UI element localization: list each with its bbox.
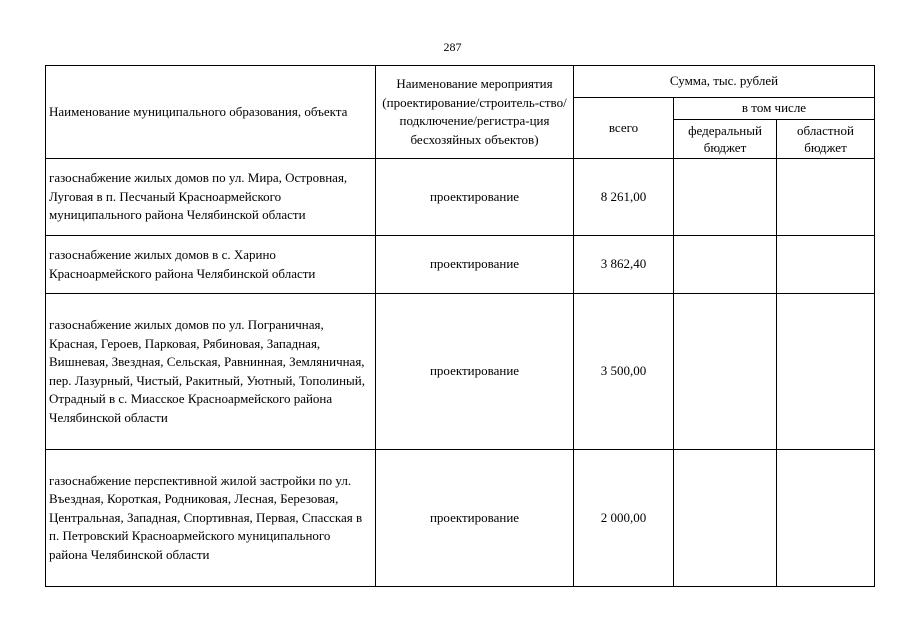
activity-cell: проектирование <box>376 159 574 236</box>
total-cell: 2 000,00 <box>574 450 674 587</box>
header-including: в том числе <box>674 98 875 120</box>
header-object: Наименование муниципального образования, объекта <box>46 66 376 159</box>
object-cell: газоснабжение жилых домов по ул. Мира, Островная, Луговая в п. Песчаный Красноармейского муниципального района Челябинской области <box>46 159 376 236</box>
federal-cell <box>674 294 777 450</box>
header-activity: Наименование мероприятия (проектирование/строитель-ство/подключение/регистра-ция бесхозяйных объектов) <box>376 66 574 159</box>
object-cell: газоснабжение жилых домов по ул. Пограничная, Красная, Героев, Парковая, Рябиновая, Западная, Вишневая, Звездная, Сельская, Равнинная, Земляничная, пер. Лазурный, Чистый, Ракитный, Уютный, Тополиный, Отрадный в с. Миасское Красноармейского района Челябинской области <box>46 294 376 450</box>
total-cell: 3 500,00 <box>574 294 674 450</box>
total-cell: 8 261,00 <box>574 159 674 236</box>
header-total: всего <box>574 98 674 159</box>
header-federal: федеральный бюджет <box>674 120 777 159</box>
table-row <box>46 236 875 294</box>
regional-cell <box>777 294 875 450</box>
object-cell: газоснабжение жилых домов в с. Харино Красноармейского района Челябинской области <box>46 236 376 294</box>
table-row <box>46 294 875 450</box>
federal-cell <box>674 159 777 236</box>
total-cell: 3 862,40 <box>574 236 674 294</box>
header-sum: Сумма, тыс. рублей <box>574 66 875 98</box>
regional-cell <box>777 159 875 236</box>
page-number: 287 <box>443 40 462 54</box>
regional-cell <box>777 236 875 294</box>
federal-cell <box>674 236 777 294</box>
header-regional: областной бюджет <box>777 120 875 159</box>
table-row <box>46 450 875 587</box>
header-row-1 <box>46 66 875 98</box>
federal-cell <box>674 450 777 587</box>
regional-cell <box>777 450 875 587</box>
activity-cell: проектирование <box>376 236 574 294</box>
table-row <box>46 159 875 236</box>
activity-cell: проектирование <box>376 294 574 450</box>
activity-cell: проектирование <box>376 450 574 587</box>
object-cell: газоснабжение перспективной жилой застройки по ул. Въездная, Короткая, Родниковая, Лесная, Березовая, Центральная, Западная, Спортивная, Первая, Спасская в п. Петровский Красноармейского муниципального района Челябинской области <box>46 450 376 587</box>
funding-table <box>45 65 875 587</box>
